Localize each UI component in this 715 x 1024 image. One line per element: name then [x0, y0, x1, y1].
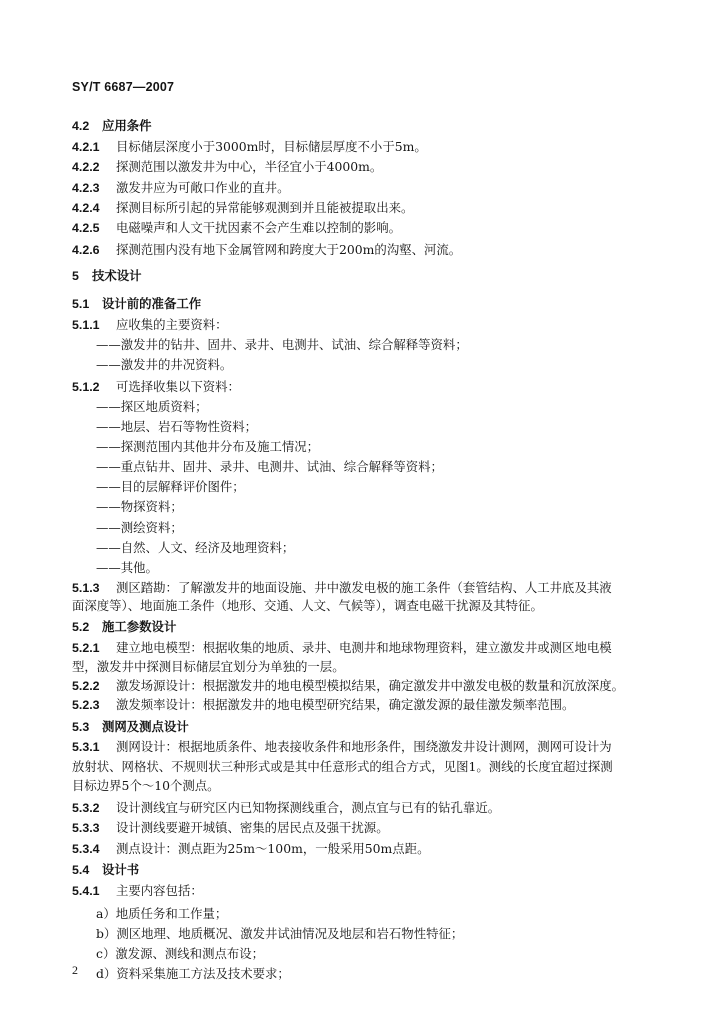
body-line	[72, 883, 203, 899]
body-line	[72, 841, 429, 857]
body-line	[72, 220, 401, 236]
clause-text: 目标边界5个～10个测点。	[72, 778, 220, 793]
clause-text: 设计前的准备工作	[102, 296, 202, 311]
clause-text: 激发频率设计：根据激发井的地电模型研究结果，确定激发源的最佳激发频率范围。	[116, 697, 575, 712]
body-line	[96, 499, 183, 515]
clause-text: 探测范围内没有地下金属管网和跨度大于200m的沟壑、河流。	[116, 242, 462, 257]
section-heading	[72, 862, 139, 878]
body-line	[72, 759, 613, 775]
page-number: 2	[72, 963, 78, 977]
clause-text: 测点设计：测点距为25m～100m，一般采用50m点距。	[116, 841, 430, 856]
body-line	[72, 678, 624, 694]
clause-text: c）激发源、测线和测点布设；	[96, 946, 265, 961]
body-line	[72, 659, 345, 675]
clause-text: 测网及测点设计	[102, 719, 189, 734]
clause-text: ——激发井的钻井、固井、录井、电测井、试油、综合解释等资料；	[96, 337, 468, 352]
body-line	[72, 598, 543, 614]
clause-number: 5.4.1	[72, 884, 100, 898]
body-line	[96, 399, 208, 415]
clause-text: b）测区地理、地质概况、激发井试油情况及地层和岩石物性特征；	[96, 926, 464, 941]
body-line	[96, 520, 183, 536]
clause-number: 5.3	[72, 720, 90, 734]
clause-number: 4.2.6	[72, 243, 100, 257]
clause-text: 应收集的主要资料：	[116, 317, 228, 332]
clause-text: 应用条件	[102, 118, 152, 133]
clause-text: ——测绘资料；	[96, 520, 183, 535]
clause-text: 测区踏勘：了解激发井的地面设施、井中激发电极的施工条件（套管结构、人工井底及其液	[116, 580, 612, 595]
body-line	[96, 439, 319, 455]
clause-number: 4.2.1	[72, 140, 100, 154]
clause-number: 5.2.2	[72, 679, 100, 693]
standard-code: SY/T 6687—2007	[72, 80, 175, 94]
clause-text: 目标储层深度小于3000m时，目标储层厚度不小于5m。	[116, 139, 427, 154]
body-line	[96, 337, 468, 353]
clause-text: 激发井应为可敞口作业的直井。	[116, 180, 290, 195]
clause-number: 5.3.2	[72, 801, 100, 815]
clause-text: a）地质任务和工作量；	[96, 906, 228, 921]
clause-text: 可选择收集以下资料：	[116, 379, 240, 394]
body-line	[72, 778, 220, 794]
clause-number: 5.3.3	[72, 821, 100, 835]
clause-number: 5.1.3	[72, 581, 100, 595]
clause-number: 5.1.2	[72, 380, 100, 394]
clause-number: 5.4	[72, 863, 90, 877]
section-heading	[72, 719, 189, 735]
clause-text: 技术设计	[92, 268, 142, 283]
clause-number: 4.2.4	[72, 201, 100, 215]
clause-text: 型，激发井中探测目标储层宜划分为单独的一层。	[72, 659, 345, 674]
section-heading	[72, 296, 201, 312]
clause-number: 4.2	[72, 119, 90, 133]
clause-text: ——重点钻井、固井、录井、电测井、试油、综合解释等资料；	[96, 459, 443, 474]
clause-text: ——激发井的井况资料。	[96, 357, 233, 372]
body-line	[72, 800, 500, 816]
clause-number: 5.1	[72, 297, 90, 311]
body-line	[96, 459, 443, 475]
clause-text: 激发场源设计：根据激发井的地电模型模拟结果，确定激发井中激发电极的数量和沉放深度。	[116, 678, 625, 693]
body-line	[96, 479, 245, 495]
clause-text: ——其他。	[96, 560, 158, 575]
body-line	[72, 317, 228, 333]
clause-text: 施工参数设计	[102, 619, 177, 634]
body-line	[72, 242, 461, 258]
section-heading	[72, 619, 176, 635]
clause-text: ——自然、人文、经济及地理资料；	[96, 540, 295, 555]
clause-number: 4.2.5	[72, 221, 100, 235]
body-line	[96, 357, 232, 373]
clause-text: d）资料采集施工方法及技术要求；	[96, 966, 290, 981]
clause-text: ——物探资料；	[96, 499, 183, 514]
clause-text: ——探测范围内其他井分布及施工情况；	[96, 439, 320, 454]
clause-text: 建立地电模型：根据收集的地质、录井、电测井和地球物理资料，建立激发井或测区地电模	[116, 640, 612, 655]
clause-number: 5.3.1	[72, 740, 100, 754]
body-line	[72, 139, 427, 155]
clause-text: 探测目标所引起的异常能够观测到并且能被提取出来。	[116, 200, 414, 215]
clause-text: 电磁噪声和人文干扰因素不会产生难以控制的影响。	[116, 220, 401, 235]
body-line	[96, 906, 227, 922]
body-line	[72, 200, 413, 216]
body-line	[72, 820, 389, 836]
body-line	[96, 946, 264, 962]
clause-number: 5.3.4	[72, 842, 100, 856]
body-line	[96, 926, 463, 942]
section-heading	[72, 268, 142, 284]
clause-number: 5.2	[72, 620, 90, 634]
clause-text: 设计测线宜与研究区内已知物探测线重合，测点宜与已有的钻孔靠近。	[116, 800, 501, 815]
clause-text: 测网设计：根据地质条件、地表接收条件和地形条件，围绕激发井设计测网，测网可设计为	[116, 739, 612, 754]
clause-number: 5.2.3	[72, 698, 100, 712]
body-line	[96, 966, 290, 982]
clause-number: 5.1.1	[72, 318, 100, 332]
body-line	[72, 159, 382, 175]
clause-text: 设计测线要避开城镇、密集的居民点及强干扰源。	[116, 820, 389, 835]
body-line	[96, 560, 158, 576]
body-line	[72, 180, 289, 196]
body-line	[96, 419, 257, 435]
clause-text: ——探区地质资料；	[96, 399, 208, 414]
clause-text: 探测范围以激发井为中心，半径宜小于4000m。	[116, 159, 383, 174]
body-line	[72, 640, 612, 656]
body-line	[72, 697, 574, 713]
clause-number: 5	[72, 269, 79, 283]
body-line	[96, 540, 294, 556]
body-line	[72, 379, 240, 395]
section-heading	[72, 118, 152, 134]
clause-text: 放射状、网格状、不规则状三种形式或是其中任意形式的组合方式，见图1。测线的长度宜超过探测	[72, 759, 613, 774]
clause-number: 5.2.1	[72, 641, 100, 655]
clause-number: 4.2.3	[72, 181, 100, 195]
body-line	[72, 739, 612, 755]
body-line	[72, 580, 612, 596]
clause-text: 设计书	[102, 862, 140, 877]
clause-text: ——地层、岩石等物性资料；	[96, 419, 258, 434]
clause-text: ——目的层解释评价图件；	[96, 479, 245, 494]
clause-text: 面深度等）、地面施工条件（地形、交通、人文、气候等），调查电磁干扰源及其特征。	[72, 598, 543, 613]
clause-text: 主要内容包括：	[116, 883, 203, 898]
clause-number: 4.2.2	[72, 160, 100, 174]
